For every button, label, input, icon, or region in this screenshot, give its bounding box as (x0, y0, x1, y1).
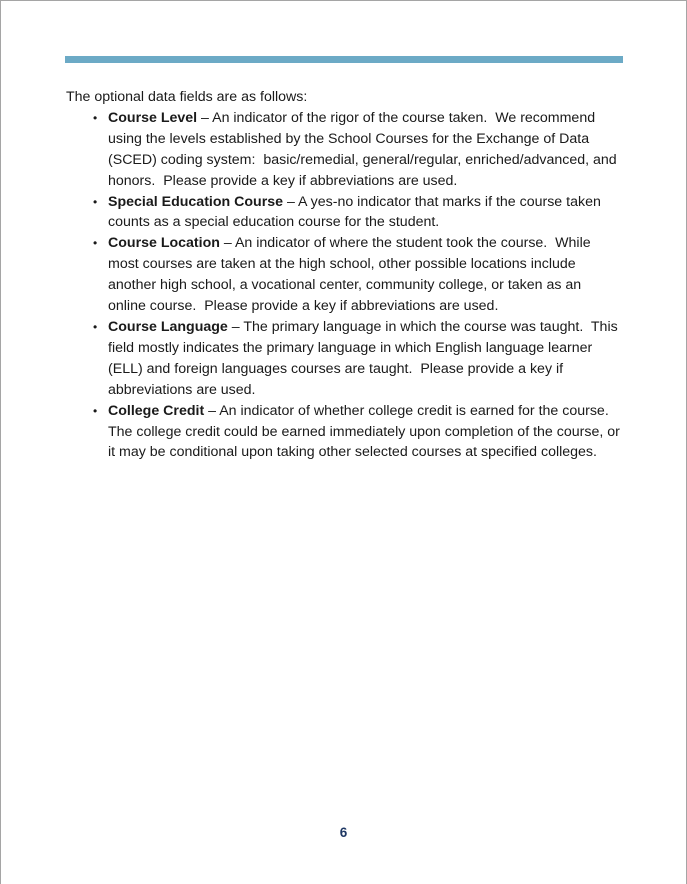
term-separator: – (219, 235, 235, 252)
list-item-course-location (93, 233, 622, 317)
accent-rule (65, 56, 623, 63)
field-term: Course Level (108, 109, 198, 126)
field-term: Course Language (108, 318, 228, 335)
field-description: An indicator of whether college credit is earned for the course. The college credit could be earned immediately upon completion of the course, or it may be conditional upon taking other selected courses at specified colleges. (108, 402, 624, 461)
field-description: A yes-no indicator that marks if the course taken counts as a special education course for the student. (108, 193, 605, 231)
term-separator: – (197, 109, 213, 126)
bullet-icon: • (93, 403, 98, 418)
field-term: Course Location (108, 235, 220, 252)
bullet-icon: • (93, 194, 98, 209)
field-description: The primary language in which the course was taught. This field mostly indicates the primary language in which English language learner (ELL) and foreign languages courses are taught. Please provide a key if abbreviations are used. (108, 318, 622, 398)
bullet-paragraph (108, 317, 622, 401)
field-description: An indicator of the rigor of the course taken. We recommend using the levels established by the School Courses for the Exchange of Data (SCED) coding system: basic/remedial, general/regular, enriched/advanced, and honors. Please provide a key if abbreviations are used. (108, 109, 621, 189)
optional-fields-list (66, 108, 622, 463)
field-term: Special Education Course (108, 193, 284, 210)
term-separator: – (283, 193, 299, 210)
bullet-icon: • (93, 110, 98, 125)
field-term: College Credit (108, 402, 205, 419)
bullet-paragraph (108, 108, 622, 192)
page-content (66, 87, 622, 463)
field-description: An indicator of where the student took the course. While most courses are taken at the high school, other possible locations include another high school, a vocational center, community college, or taken as an online course. Please provide a key if abbreviations are used. (108, 235, 595, 315)
bullet-icon: • (93, 236, 98, 251)
list-item-college-credit (93, 401, 622, 464)
intro-paragraph: The optional data fields are as follows: (66, 89, 308, 105)
bullet-paragraph (108, 192, 622, 234)
page-footer (1, 824, 686, 884)
term-separator: – (204, 402, 220, 419)
list-item-special-education-course (93, 192, 622, 234)
list-item-course-language (93, 317, 622, 401)
bullet-paragraph (108, 401, 622, 464)
bullet-paragraph (108, 233, 622, 317)
page-number: 6 (339, 825, 348, 840)
bullet-icon: • (93, 319, 98, 334)
term-separator: – (227, 318, 244, 335)
list-item-course-level (93, 108, 622, 192)
